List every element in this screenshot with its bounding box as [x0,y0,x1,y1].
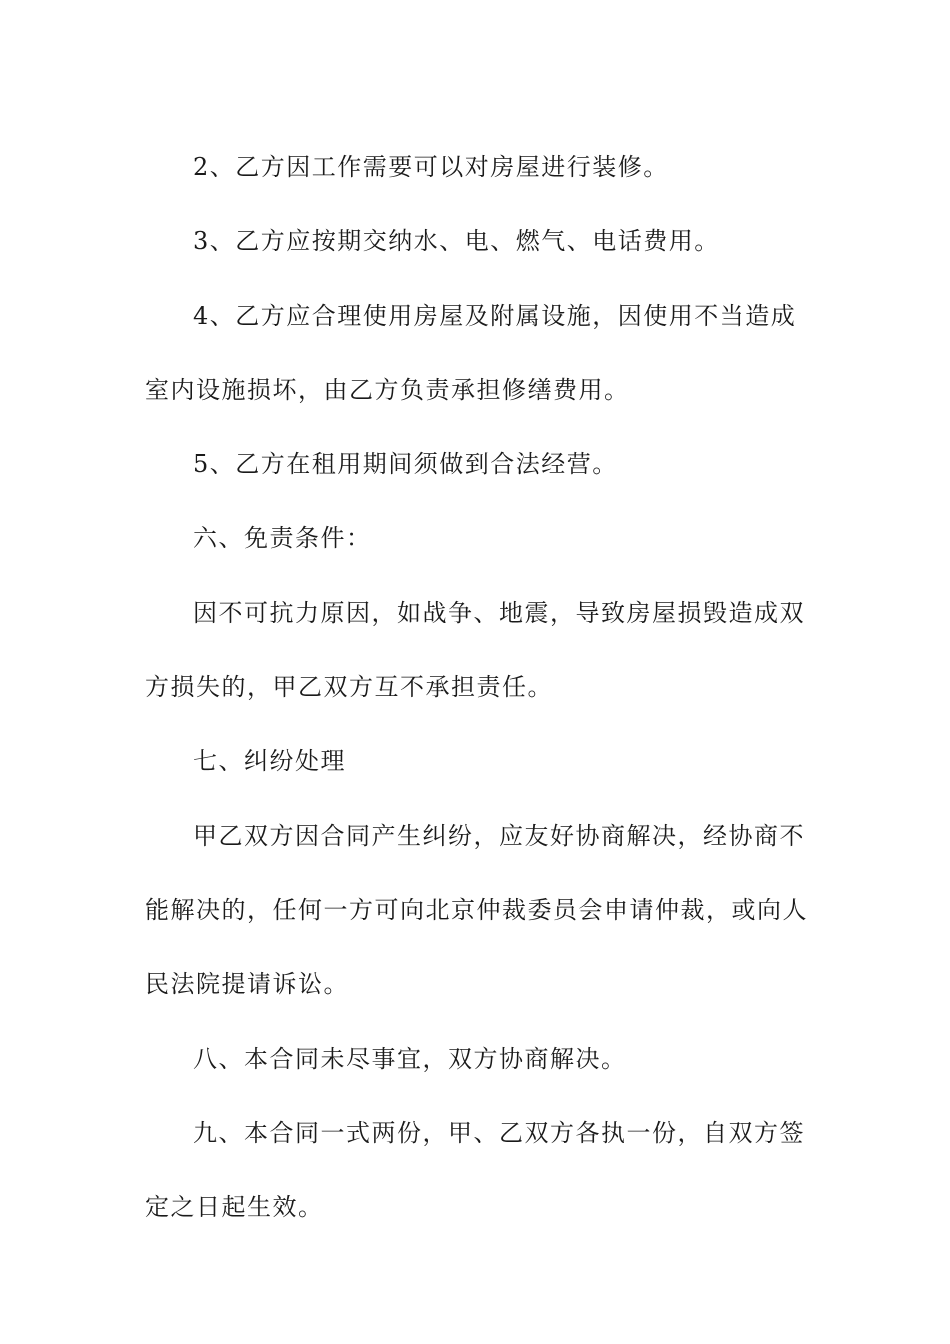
document-body [145,130,815,1244]
section-9: 九、本合同一式两份，甲、乙双方各执一份，自双方签定之日起生效。 [145,1118,805,1222]
section-8: 八、本合同未尽事宜，双方协商解决。 [193,1044,627,1073]
section-6-heading: 六、免责条件： [193,524,372,553]
clause-3-utility-fees: 3、乙方应按期交纳水、电、燃气、电话费用。 [193,227,720,256]
clause-4-facility-use: 4、乙方应合理使用房屋及附属设施，因使用不当造成室内设施损坏，由乙方负责承担修缮费用。 [145,301,797,404]
section-6-body: 因不可抗力原因，如战争、地震，导致房屋损毁造成双方损失的，甲乙双方互不承担责任。 [145,598,805,702]
section-7-heading: 七、纠纷处理 [193,747,346,776]
clause-2-renovation: 2、乙方因工作需要可以对房屋进行装修。 [193,153,669,181]
section-7-body: 甲乙双方因合同产生纠纷，应友好协商解决，经协商不能解决的，任何一方可向北京仲裁委员会申请仲裁，或向人民法院提请诉讼。 [145,821,808,999]
clause-5-legal-operation: 5、乙方在租用期间须做到合法经营。 [193,450,618,479]
